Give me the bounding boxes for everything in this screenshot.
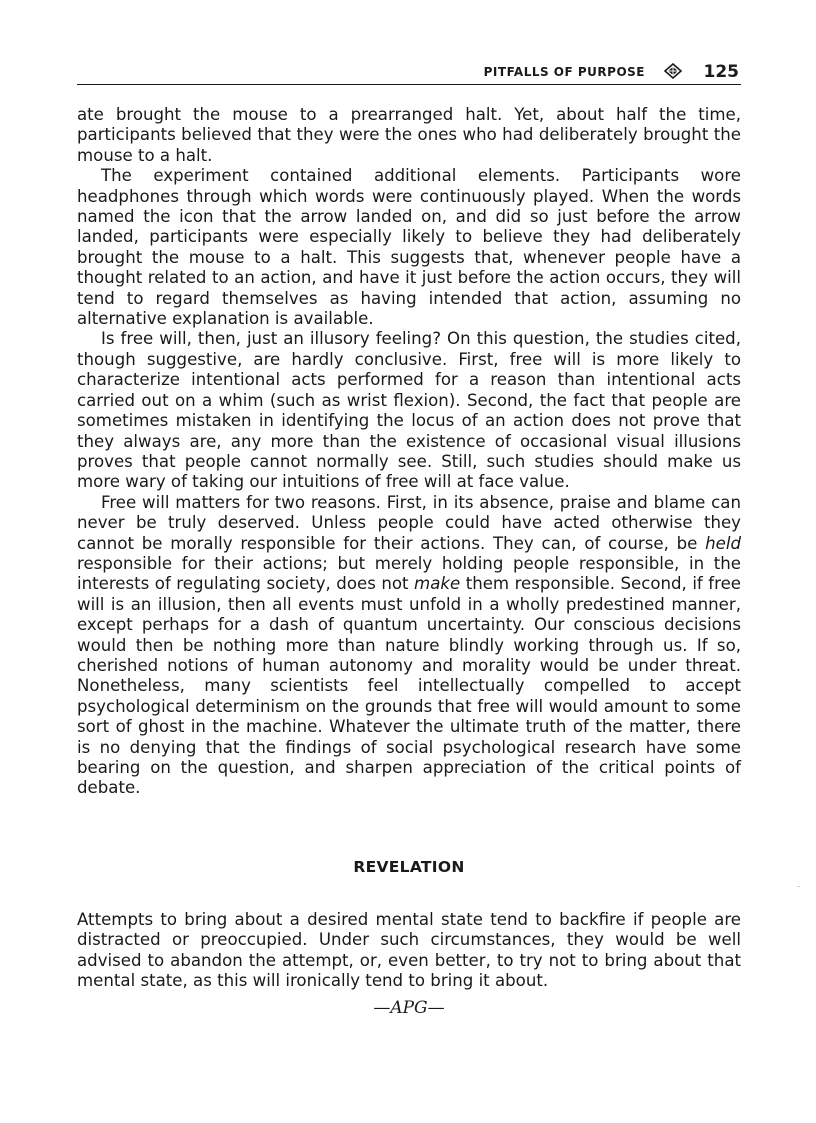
- page-number: 125: [703, 62, 739, 82]
- margin-mark: [797, 886, 800, 887]
- paragraph: ate brought the mouse to a prearranged halt. Yet, about half the time, participants believed that they were the ones who had deliberately brought the mouse to a halt.: [77, 105, 741, 165]
- running-header: [77, 62, 741, 85]
- paragraph-text: responsible for their actions; but merely holding people responsible, in the interests of regulating society, does not: [77, 553, 741, 594]
- paragraph: [77, 493, 741, 799]
- paragraph-text: them responsible. Second, if free will is an illusion, then all events must unfold in a wholly predestined manner, except perhaps for a dash of quantum uncertainty. Our conscious decisions would then be nothing more than nature blindly working through us. If so, cherished notions of human autonomy and morality would be under threat. Nonetheless, many scientists feel intellectually compelled to accept psychological determinism on the grounds that free will would amount to some sort of ghost in the machine. Whatever the ultimate truth of the matter, there is no denying that the findings of social psychological research have some bearing on the question, and sharpen appreciation of the critical points of debate.: [77, 574, 741, 798]
- diamond-ornament-icon: [663, 63, 683, 79]
- author-signature: —APG—: [373, 998, 445, 1018]
- emphasis-make: make: [414, 574, 461, 594]
- paragraph-text: Free will matters for two reasons. First, in its absence, praise and blame can never be truly deserved. Unless people could have acted otherwise they cannot be morally responsible for their actions. They can, of course, be: [77, 492, 741, 553]
- running-title: PITFALLS OF PURPOSE: [483, 65, 645, 79]
- section-summary: Attempts to bring about a desired mental state tend to backfire if people are distracted or preoccupied. Under such circumstances, they would be well advised to abandon the attempt, or, even better, to try not to bring about that mental state, as this will ironically tend to bring it about.: [77, 910, 741, 991]
- paragraph: The experiment contained additional elements. Participants wore headphones through which words were continuously played. When the words named the icon that the arrow landed on, and did so just before the arrow landed, participants were especially likely to believe they had deliberately brought the mouse to a halt. This suggests that, whenever people have a thought related to an action, and have it just before the action occurs, they will tend to regard themselves as having intended that action, assuming no alternative explanation is available.: [77, 166, 741, 329]
- emphasis-held: held: [705, 533, 741, 553]
- body-text: [77, 105, 741, 799]
- paragraph: Is free will, then, just an illusory feeling? On this question, the studies cited, though suggestive, are hardly conclusive. First, free will is more likely to characterize intentional acts performed for a reason than intentional acts carried out on a whim (such as wrist flexion). Second, the fact that people are sometimes mistaken in identifying the locus of an action does not prove that they always are, any more than the existence of occasional visual illusions proves that people cannot normally see. Still, such studies should make us more wary of taking our intuitions of free will at face value.: [77, 329, 741, 492]
- section-heading: REVELATION: [353, 858, 465, 876]
